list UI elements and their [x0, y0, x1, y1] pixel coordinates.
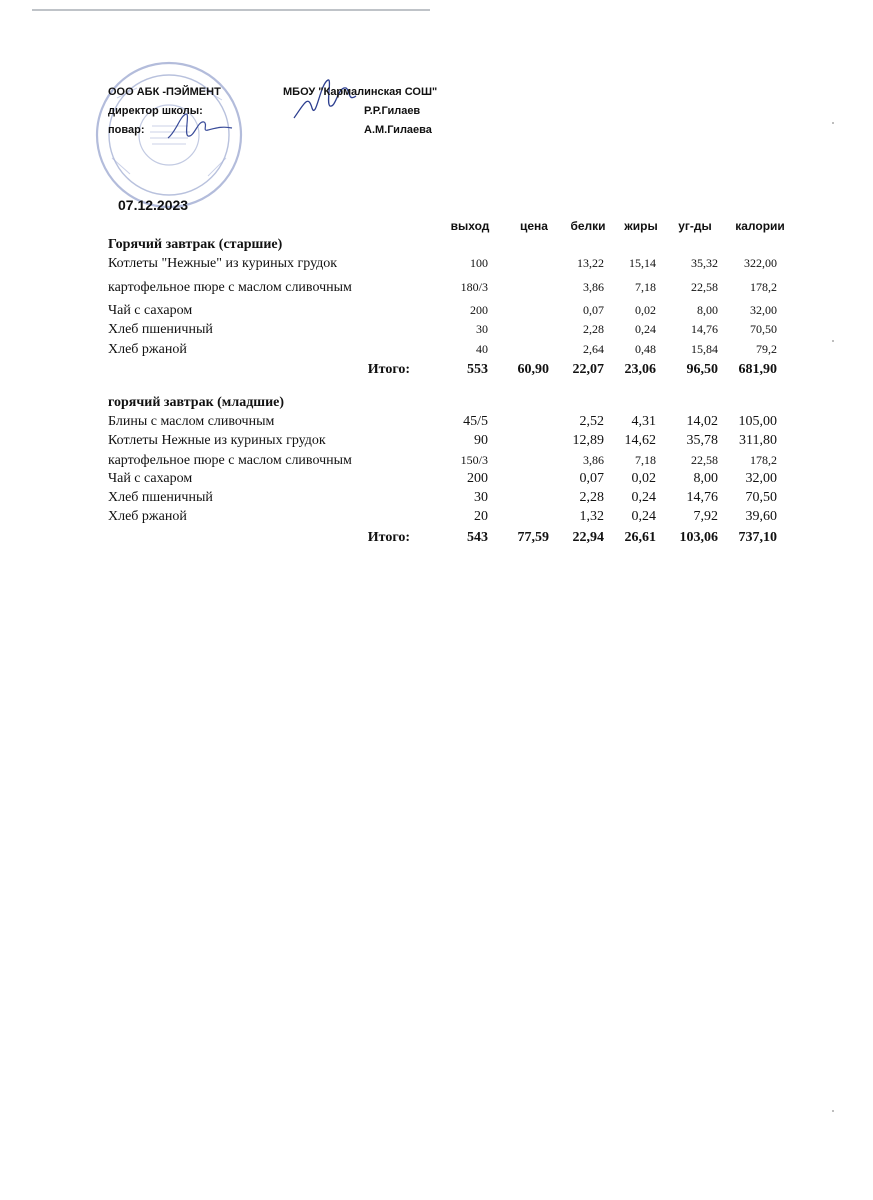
dish-name: Блины с маслом сливочным	[108, 414, 275, 429]
dish-name: Хлеб пшеничный	[108, 322, 213, 337]
col-header-calories: калории	[735, 219, 785, 233]
total-protein: 22,07	[572, 362, 604, 377]
director-name: Р.Р.Гилаев	[364, 105, 421, 117]
scan-speck	[832, 1110, 834, 1112]
cook-name: А.М.Гилаева	[364, 124, 432, 136]
cook-label: повар:	[108, 124, 145, 136]
table-row	[0, 303, 873, 321]
cell-protein: 3,86	[583, 453, 604, 467]
cell-carbs: 22,58	[691, 453, 718, 467]
cell-calories: 79,2	[756, 342, 777, 356]
cell-carbs: 22,58	[691, 280, 718, 294]
cell-calories: 70,50	[750, 322, 777, 336]
total-label: Итого:	[367, 530, 410, 545]
cell-protein: 0,07	[583, 303, 604, 317]
cell-protein: 13,22	[577, 256, 604, 270]
cell-calories: 178,2	[750, 280, 777, 294]
cell-output: 200	[470, 303, 488, 317]
cell-protein: 1,32	[579, 509, 604, 524]
cell-calories: 322,00	[744, 256, 777, 270]
company-name: ООО АБК -ПЭЙМЕНТ	[108, 86, 221, 98]
total-price: 77,59	[517, 530, 549, 545]
cell-carbs: 8,00	[697, 303, 718, 317]
table-row	[0, 342, 873, 360]
col-header-carbs: уг-ды	[678, 219, 712, 233]
dish-name: Чай с сахаром	[108, 303, 193, 318]
cell-protein: 12,89	[572, 433, 604, 448]
cell-protein: 2,64	[583, 342, 604, 356]
menu-date: 07.12.2023	[118, 197, 189, 213]
cell-calories: 32,00	[750, 303, 777, 317]
cell-carbs: 7,92	[693, 509, 718, 524]
cell-fat: 15,14	[629, 256, 656, 270]
cell-carbs: 14,76	[691, 322, 718, 336]
col-header-price: цена	[520, 219, 548, 233]
cell-carbs: 14,02	[686, 414, 718, 429]
table-row	[0, 322, 873, 340]
dish-name: Чай с сахаром	[108, 471, 193, 486]
dish-name: Котлеты Нежные из куриных грудок	[108, 433, 326, 448]
col-header-protein: белки	[570, 219, 606, 233]
total-output: 543	[467, 530, 488, 545]
table-row	[0, 471, 873, 489]
total-fat: 26,61	[624, 530, 656, 545]
cell-carbs: 15,84	[691, 342, 718, 356]
table-row	[0, 414, 873, 432]
cell-output: 200	[467, 471, 488, 486]
total-fat: 23,06	[624, 362, 656, 377]
cell-fat: 0,24	[631, 509, 656, 524]
table-row	[0, 509, 873, 527]
total-output: 553	[467, 362, 488, 377]
total-calories: 681,90	[738, 362, 777, 377]
cell-output: 40	[476, 342, 488, 356]
cell-output: 90	[474, 433, 488, 448]
total-carbs: 96,50	[686, 362, 718, 377]
table-row	[0, 256, 873, 274]
section-title-seniors: Горячий завтрак (старшие)	[108, 237, 283, 252]
col-header-output: выход	[450, 219, 490, 233]
cell-fat: 14,62	[624, 433, 656, 448]
cell-protein: 3,86	[583, 280, 604, 294]
total-calories: 737,10	[738, 530, 777, 545]
cell-calories: 178,2	[750, 453, 777, 467]
dish-name: Хлеб ржаной	[108, 509, 187, 524]
table-row	[0, 490, 873, 508]
cell-output: 45/5	[463, 414, 488, 429]
cell-fat: 7,18	[635, 453, 656, 467]
cell-fat: 7,18	[635, 280, 656, 294]
cell-protein: 2,28	[579, 490, 604, 505]
scan-speck	[832, 340, 834, 342]
cell-calories: 311,80	[739, 433, 777, 448]
cell-carbs: 8,00	[693, 471, 718, 486]
cell-calories: 105,00	[738, 414, 777, 429]
col-header-fat: жиры	[624, 219, 658, 233]
cell-fat: 0,24	[635, 322, 656, 336]
dish-name: картофельное пюре с маслом сливочным	[108, 453, 352, 468]
cell-output: 100	[470, 256, 488, 270]
scan-edge-line	[32, 9, 430, 11]
cell-fat: 4,31	[631, 414, 656, 429]
cell-fat: 0,48	[635, 342, 656, 356]
cell-output: 30	[476, 322, 488, 336]
table-row	[0, 433, 873, 451]
total-carbs: 103,06	[679, 530, 718, 545]
cell-output: 30	[474, 490, 488, 505]
dish-name: Котлеты "Нежные" из куриных грудок	[108, 256, 338, 271]
total-row	[0, 530, 873, 548]
total-label: Итого:	[367, 362, 410, 377]
dish-name: картофельное пюре с маслом сливочным	[108, 280, 352, 295]
dish-name: Хлеб ржаной	[108, 342, 187, 357]
cell-fat: 0,24	[631, 490, 656, 505]
scan-speck	[832, 122, 834, 124]
table-row	[0, 453, 873, 471]
cell-carbs: 35,78	[686, 433, 718, 448]
cell-output: 20	[474, 509, 488, 524]
total-price: 60,90	[517, 362, 549, 377]
total-protein: 22,94	[572, 530, 604, 545]
cell-carbs: 14,76	[686, 490, 718, 505]
cell-carbs: 35,32	[691, 256, 718, 270]
cell-calories: 39,60	[745, 509, 777, 524]
school-name: МБОУ "Кармалинская СОШ"	[283, 86, 438, 98]
cell-output: 150/3	[460, 453, 488, 467]
cell-fat: 0,02	[635, 303, 656, 317]
cell-calories: 32,00	[745, 471, 777, 486]
total-row	[0, 362, 873, 380]
section-title-juniors: горячий завтрак (младшие)	[108, 395, 285, 410]
director-signature-icon	[290, 74, 360, 124]
cell-output: 180/3	[460, 280, 488, 294]
table-row	[0, 280, 873, 298]
cell-calories: 70,50	[745, 490, 777, 505]
cell-protein: 2,52	[579, 414, 604, 429]
dish-name: Хлеб пшеничный	[108, 490, 213, 505]
cell-protein: 0,07	[579, 471, 604, 486]
director-label: директор школы:	[108, 105, 203, 117]
cell-protein: 2,28	[583, 322, 604, 336]
cell-fat: 0,02	[631, 471, 656, 486]
